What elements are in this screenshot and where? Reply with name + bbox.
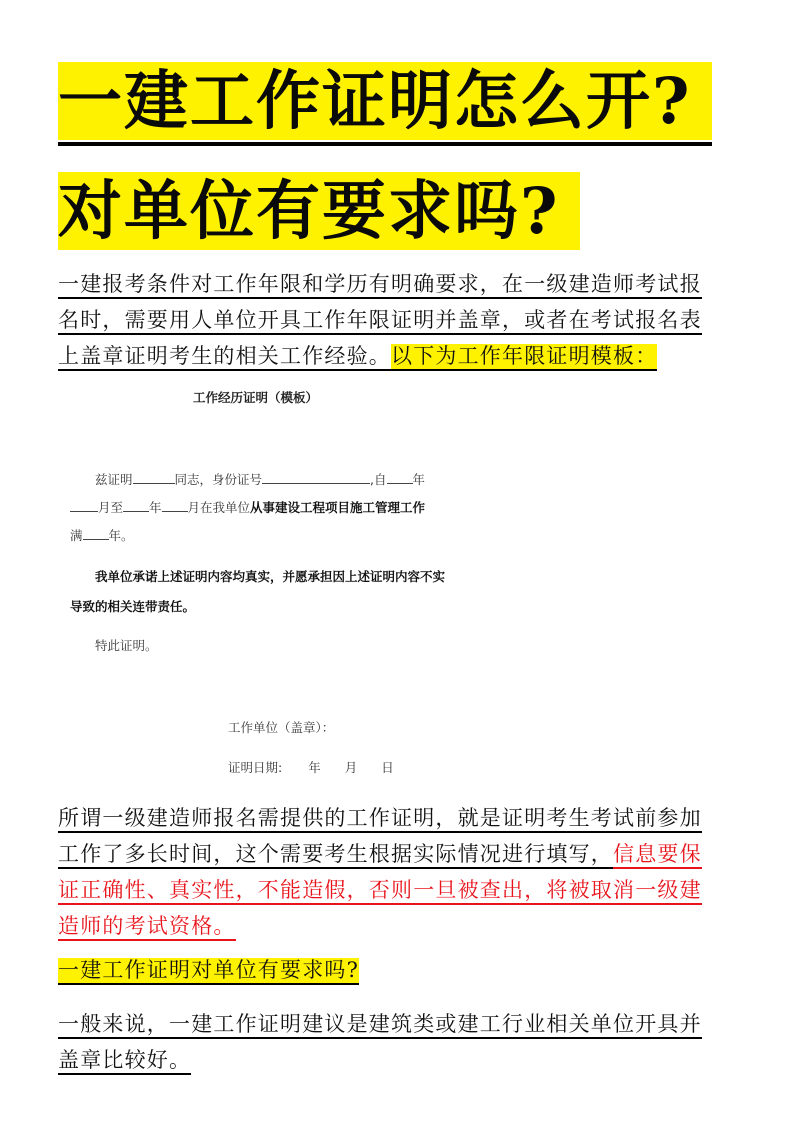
answer-line-2: 盖章比较好。 [58,1048,191,1075]
explain-paragraph [58,800,748,944]
template-line-3: 满 年。 [70,528,134,543]
template-line-2: 月至 年 月在我单位从事建设工程项目施工管理工作 [70,498,425,516]
question-heading: 一建工作证明对单位有要求吗? [58,958,359,985]
intro-line-2: 名时，需要用人单位开具工作年限证明并盖章，或者在考试报名表 [58,308,702,335]
explain-red-1: 信息要保 [613,842,702,869]
template-unit: 工作单位（盖章）： [228,720,335,735]
template-closing: 特此证明。 [95,638,158,653]
intro-paragraph [58,266,748,374]
title-line-2: 对单位有要求吗? [58,174,560,249]
template-date: 证明日期: 年 月 日 [228,760,394,775]
title-line-1: 一建工作证明怎么开? [58,64,692,139]
template-line-1: 兹证明 同志，身份证号 ,自 年 [95,472,426,487]
explain-red-2: 证正确性、真实性，不能造假，否则一旦被查出，将被取消一级建 [58,878,702,905]
answer-line-1: 一般来说，一建工作证明建议是建筑类或建工行业相关单位开具并 [58,1012,702,1039]
title-bar-2 [58,172,580,250]
template-promise-2: 导致的相关连带责任。 [70,599,196,614]
template-promise-1: 我单位承诺上述证明内容均真实，并愿承担因上述证明内容不实 [95,569,446,584]
intro-highlight: 以下为工作年限证明模板： [391,344,657,371]
explain-line-2: 工作了多长时间，这个需要考生根据实际情况进行填写， [58,842,613,869]
template-heading: 工作经历证明（模板） [193,390,319,405]
question-block [58,952,748,988]
title-bar-1 [58,62,712,140]
intro-line-1: 一建报考条件对工作年限和学历有明确要求，在一级建造师考试报 [58,272,702,299]
answer-paragraph [58,1006,748,1078]
title-rule-1 [58,142,712,146]
explain-red-3: 造师的考试资格。 [58,914,236,941]
intro-line-3: 上盖章证明考生的相关工作经验。 [58,344,391,371]
explain-line-1: 所谓一级建造师报名需提供的工作证明，就是证明考生考试前参加 [58,806,702,833]
